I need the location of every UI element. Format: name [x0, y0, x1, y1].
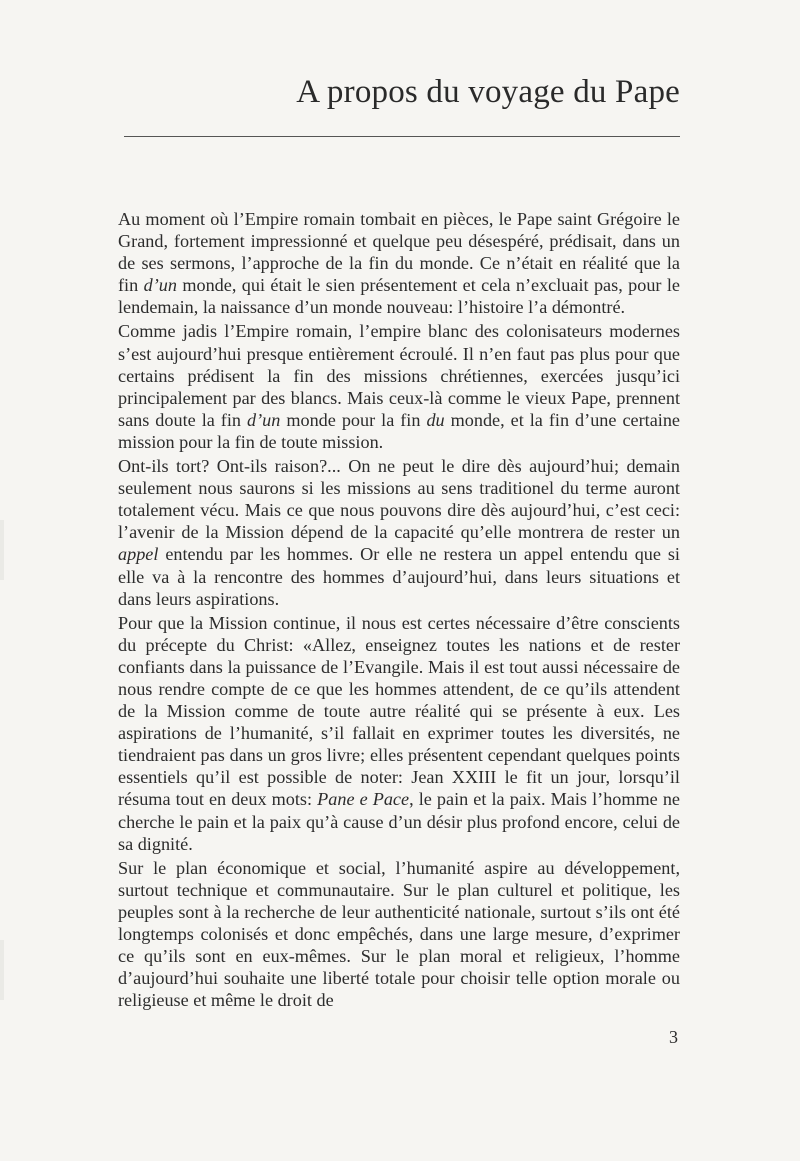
italic-text: Pane e Pace — [317, 789, 410, 810]
text-run: monde, et la fin d’une certaine mission pour la fin de toute mission. — [118, 409, 680, 452]
text-run: Sur le plan économique et social, l’humanité aspire au développement, surtout technique et communautaire. Sur le plan culturel et politique, les peuples sont à la recherche de leur authenticité nationale, surtout s’ils ont été longtemps colonisés et donc empêchés, dans une large mesure, d’exprimer ce qu’ils sont en eux-mêmes. Sur le plan moral et religieux, l’homme d’aujourd’hui souhaite une liberté totale pour choisir telle option morale ou religieuse et même le droit de — [118, 857, 680, 1011]
italic-text: appel — [118, 544, 159, 565]
scan-edge-mark — [0, 940, 4, 1000]
paragraph — [118, 455, 680, 610]
title-rule — [124, 136, 680, 137]
text-run: Au moment où l’Empire romain tombait en pièces, le Pape saint Grégoire le Grand, fortement impressionné et quelque peu désespéré, prédisait, dans un de ses sermons, l’approche de la fin du monde. Ce n’était en réalité que la fin — [118, 209, 680, 296]
page-number: 3 — [669, 1027, 678, 1047]
paragraph — [118, 320, 680, 453]
page-title: A propos du voyage du Pape — [296, 74, 680, 110]
article-body — [118, 208, 680, 1011]
text-run: Pour que la Mission continue, il nous est certes nécessaire d’être conscients du précepte du Christ: «Allez, enseignez toutes les nations et de rester confiants dans la puissance de l’Evangile. Mais il est tout aussi nécessaire de nous rendre compte de ce que les hommes attendent, de ce qu’ils attendent de la Mission comme de toute autre réalité qui se présente à eux. Les aspirations de l’humanité, s’il fallait en exprimer toutes les diversités, ne tiendraient pas dans un gros livre; elles présentent cependant quelques points essentiels qu’il est possible de noter: Jean XXIII le fit un jour, lorsqu’il résuma tout en deux mots: — [118, 612, 680, 810]
text-run: monde pour la fin — [280, 409, 427, 430]
italic-text: d’un — [247, 409, 281, 430]
text-run: Ont-ils tort? Ont-ils raison?... On ne peut le dire dès aujourd’hui; demain seulement nous saurons si les missions au sens traditionel du terme auront totalement vécu. Mais ce que nous pouvons dire dès aujourd’hui, c’est ceci: l’avenir de la Mission dépend de la capacité qu’elle montrera de rester un — [118, 456, 680, 543]
italic-text: du — [426, 409, 445, 430]
text-run: entendu par les hommes. Or elle ne restera un appel entendu que si elle va à la rencontre des hommes d’aujourd’hui, dans leurs situations et dans leurs aspirations. — [118, 544, 680, 609]
text-run: Comme jadis l’Empire romain, l’empire blanc des colonisateurs modernes s’est aujourd’hui presque entièrement écroulé. Il n’en faut pas plus pour que certains prédisent la fin des missions chrétiennes, exercées jusqu’ici principalement par des blancs. Mais ceux-là comme le vieux Pape, prennent sans doute la fin — [118, 321, 680, 430]
italic-text: d’un — [143, 275, 177, 296]
scan-edge-mark — [0, 520, 4, 580]
paragraph — [118, 208, 680, 318]
text-run: , le pain et la paix. Mais l’homme ne cherche le pain et la paix qu’à cause d’un désir plus profond encore, celui de sa dignité. — [118, 789, 680, 854]
text-run: monde, qui était le sien présentement et cela n’excluait pas, pour le lendemain, la naissance d’un monde nouveau: l’histoire l’a démontré. — [118, 275, 680, 318]
paragraph — [118, 857, 680, 1012]
paragraph — [118, 612, 680, 855]
